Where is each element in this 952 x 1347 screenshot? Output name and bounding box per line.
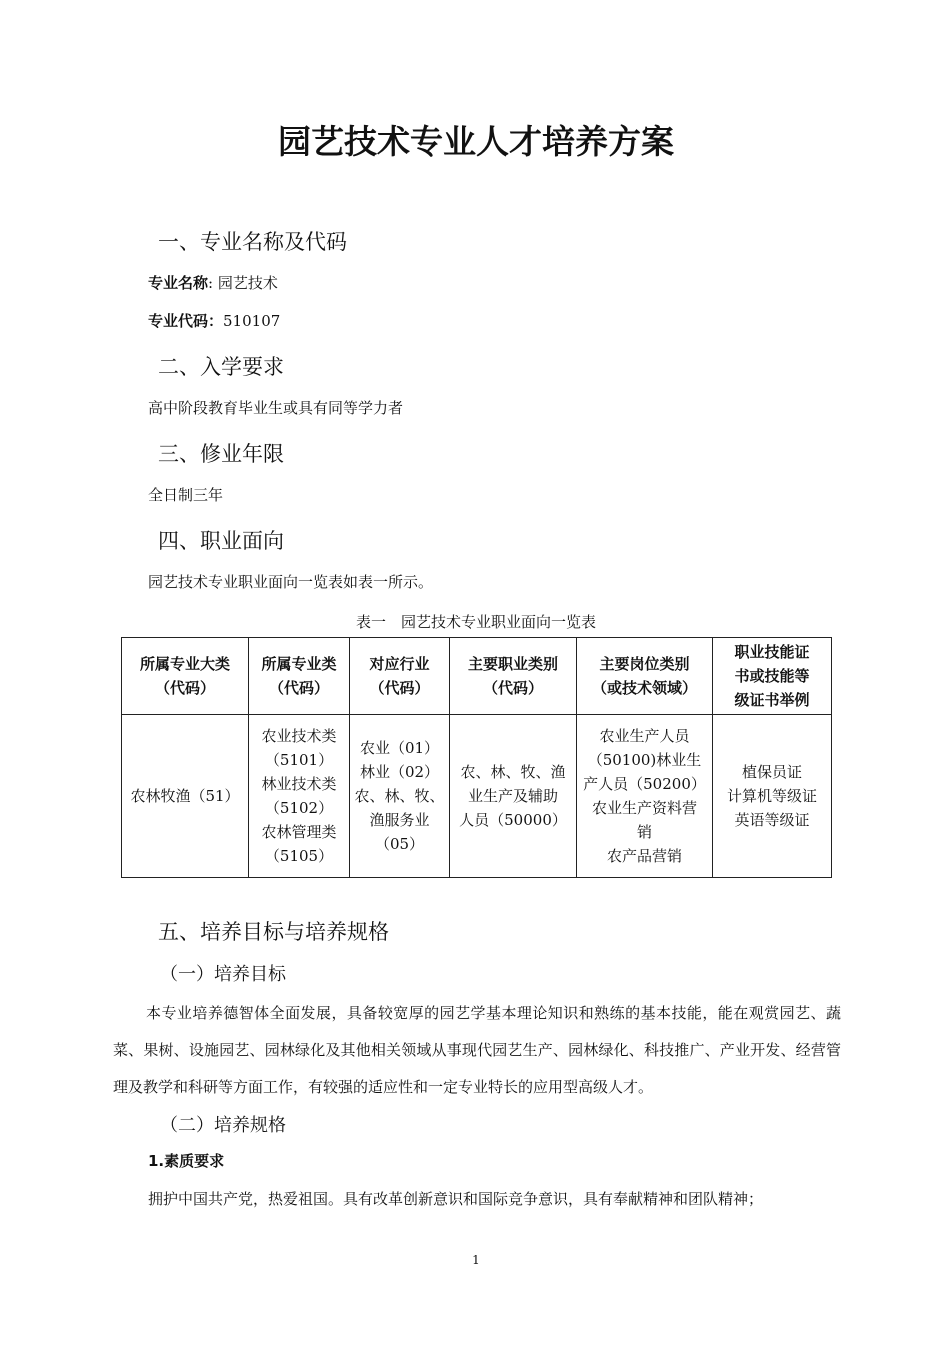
header-cell: 所属专业大类 （代码） <box>122 638 249 715</box>
occupation-intro: 园艺技术专业职业面向一览表如表一所示。 <box>148 573 434 591</box>
major-code-value: 510107 <box>223 312 281 330</box>
section-1-heading: 一、专业名称及代码 <box>158 230 347 254</box>
major-code-label: 专业代码： <box>148 312 224 330</box>
table-cell: 农、林、牧、渔 业生产及辅助 人员（50000） <box>450 715 577 878</box>
subsection-goal-heading: （一）培养目标 <box>160 964 286 985</box>
duration-text: 全日制三年 <box>148 486 224 504</box>
section-5-heading: 五、培养目标与培养规格 <box>158 920 389 944</box>
table-cell: 农业生产人员 （50100)林业生 产人员（50200） 农业生产资料营 销 农产品营销 <box>577 715 713 878</box>
header-cell: 主要岗位类别 （或技术领域） <box>577 638 713 715</box>
table-cell: 植保员证 计算机等级证 英语等级证 <box>713 715 832 878</box>
table-caption: 表一 园艺技术专业职业面向一览表 <box>355 613 596 631</box>
table-header-row <box>122 638 832 715</box>
subsection-spec-heading: （二）培养规格 <box>160 1115 286 1136</box>
quality-requirements-text: 拥护中国共产党，热爱祖国。具有改革创新意识和国际竞争意识，具有奉献精神和团队精神； <box>148 1190 764 1208</box>
header-cell: 所属专业类 （代码） <box>249 638 350 715</box>
major-code-line <box>148 310 280 331</box>
section-2-heading: 二、入学要求 <box>158 355 284 379</box>
occupation-table <box>121 637 832 878</box>
goal-paragraph: 本专业培养德智体全面发展，具备较宽厚的园艺学基本理论知识和熟练的基本技能，能在观赏园艺、蔬菜、果树、设施园艺、园林绿化及其他相关领域从事现代园艺生产、园林绿化、科技推广、产业开发、经营管理及教学和科研等方面工作，有较强的适应性和一定专业特长的应用型高级人才。 <box>113 1004 841 1096</box>
admission-text: 高中阶段教育毕业生或具有同等学力者 <box>148 399 404 417</box>
major-name-line <box>148 272 278 293</box>
section-3-heading: 三、修业年限 <box>158 442 284 466</box>
table-cell: 农业（01） 林业（02） 农、林、牧、 渔服务业 （05） <box>350 715 450 878</box>
header-cell: 职业技能证 书或技能等 级证书举例 <box>713 638 832 715</box>
major-name-value: : 园艺技术 <box>208 274 278 292</box>
header-cell: 主要职业类别 （代码） <box>450 638 577 715</box>
table-cell: 农林牧渔（51） <box>122 715 249 878</box>
table-cell: 农业技术类 （5101） 林业技术类 （5102） 农林管理类 （5105） <box>249 715 350 878</box>
section-4-heading: 四、职业面向 <box>158 529 284 553</box>
header-cell: 对应行业 （代码） <box>350 638 450 715</box>
table-row <box>122 715 832 878</box>
major-name-label: 专业名称 <box>148 274 209 292</box>
quality-requirements-heading: 1.素质要求 <box>148 1152 225 1170</box>
page-number: 1 <box>472 1253 480 1267</box>
document-title: 园艺技术专业人才培养方案 <box>278 122 674 161</box>
